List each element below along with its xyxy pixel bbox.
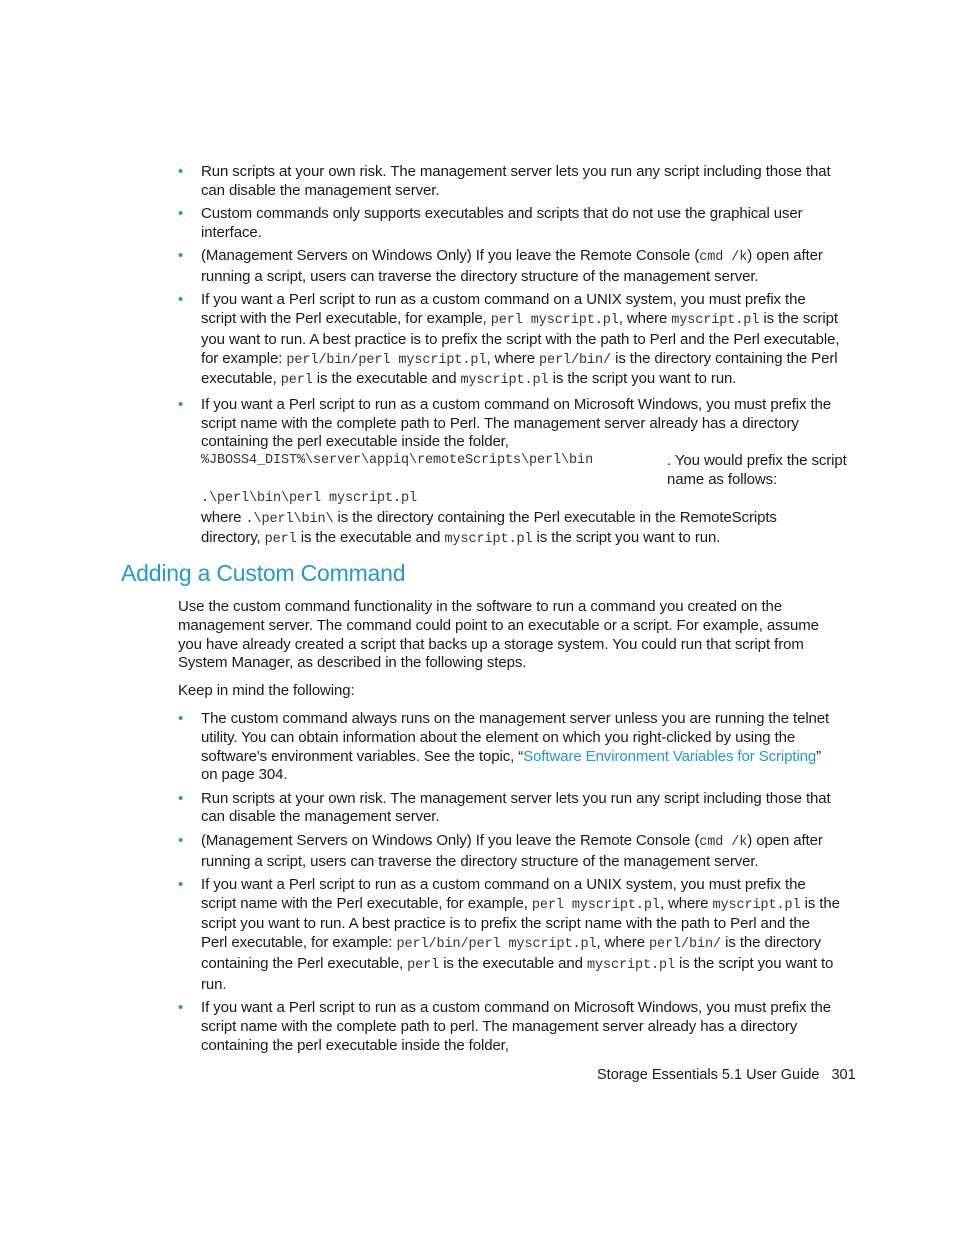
bullet-icon: • <box>178 875 184 893</box>
bullet-icon: • <box>178 710 184 727</box>
list-item: • If you want a Perl script to run as a custom command on a UNIX system, you must prefix the script with the Perl executable, for example, perl myscript.pl, where myscript.pl is the script you want to run. A best practice is to prefix the script with the path to Perl and the Perl executable, for example: perl/bin/perl myscript.pl, where perl/bin/ is the directory containing the Perl executable, perl is the executable and myscript.pl is the script you want to run. <box>178 291 840 389</box>
list-item: • If you want a Perl script to run as a custom command on a UNIX system, you must prefix the script name with the Perl executable, for example, perl myscript.pl, where myscript.pl is the script you want to run. A best practice is to prefix the script name with the path to Perl and the Perl executable, for example: perl/bin/perl myscript.pl, where perl/bin/ is the directory containing the Perl executable, perl is the executable and myscript.pl is the script you want to run. <box>178 875 840 993</box>
intro-paragraph: Use the custom command functionality in the software to run a command you created on the management server. The command could point to an executable or a script. For example, assume you have already created a script that backs up a storage system. You could run that script from System Manager, as described in the following steps. <box>178 598 819 672</box>
list-item: • Run scripts at your own risk. The management server lets you run any script including those that can disable the management server. <box>178 163 831 199</box>
list-item: • (Management Servers on Windows Only) If you leave the Remote Console (cmd /k) open after running a script, users can traverse the directory structure of the management server. <box>178 831 823 870</box>
bullet-icon: • <box>178 395 184 413</box>
bullet-icon: • <box>178 789 184 807</box>
page-footer <box>597 1067 856 1083</box>
bullet-icon: • <box>178 831 184 849</box>
bullet-list-bottom <box>178 710 840 1060</box>
keep-in-mind-text: Keep in mind the following: <box>178 682 355 699</box>
list-item: • The custom command always runs on the management server unless you are running the telnet utility. You can obtain information about the element on which you right-clicked by using the software's environment variables. See the topic, “Software Environment Variables for Scripting” on page 304. <box>178 710 830 784</box>
cross-reference-link[interactable]: Software Environment Variables for Scripting <box>523 747 817 765</box>
page-number: 301 <box>831 1067 856 1083</box>
bullet-icon: • <box>178 247 184 265</box>
bullet-icon: • <box>178 291 184 309</box>
list-item: • Custom commands only supports executables and scripts that do not use the graphical user interface. <box>178 205 803 241</box>
bullet-icon: • <box>178 999 184 1017</box>
bullet-list-top <box>178 163 847 555</box>
bullet-icon: • <box>178 163 184 180</box>
list-item: • If you want a Perl script to run as a custom command on Microsoft Windows, you must prefix the script name with the complete path to Perl. The management server already has a directory containing the perl executable inside the folder, %JBOSS4_DIST%\server\appiq\remoteScripts\perl\bin . You would prefix the script name as follows: .\perl\bin\perl myscript.pl where .\perl\bin\ is the directory containing the Perl executable in the RemoteScripts directory, perl is the executable and myscript.pl is the script you want to run. <box>178 395 847 548</box>
list-item: • (Management Servers on Windows Only) If you leave the Remote Console (cmd /k) open after running a script, users can traverse the directory structure of the management server. <box>178 247 823 285</box>
list-item: • If you want a Perl script to run as a custom command on Microsoft Windows, you must prefix the script name with the complete path to perl. The management server already has a directory containing the perl executable inside the folder, <box>178 999 832 1054</box>
list-item: • Run scripts at your own risk. The management server lets you run any script including those that can disable the management server. <box>178 789 831 826</box>
bullet-icon: • <box>178 205 184 223</box>
section-heading: Adding a Custom Command <box>121 560 406 586</box>
footer-title: Storage Essentials 5.1 User Guide <box>597 1067 820 1083</box>
